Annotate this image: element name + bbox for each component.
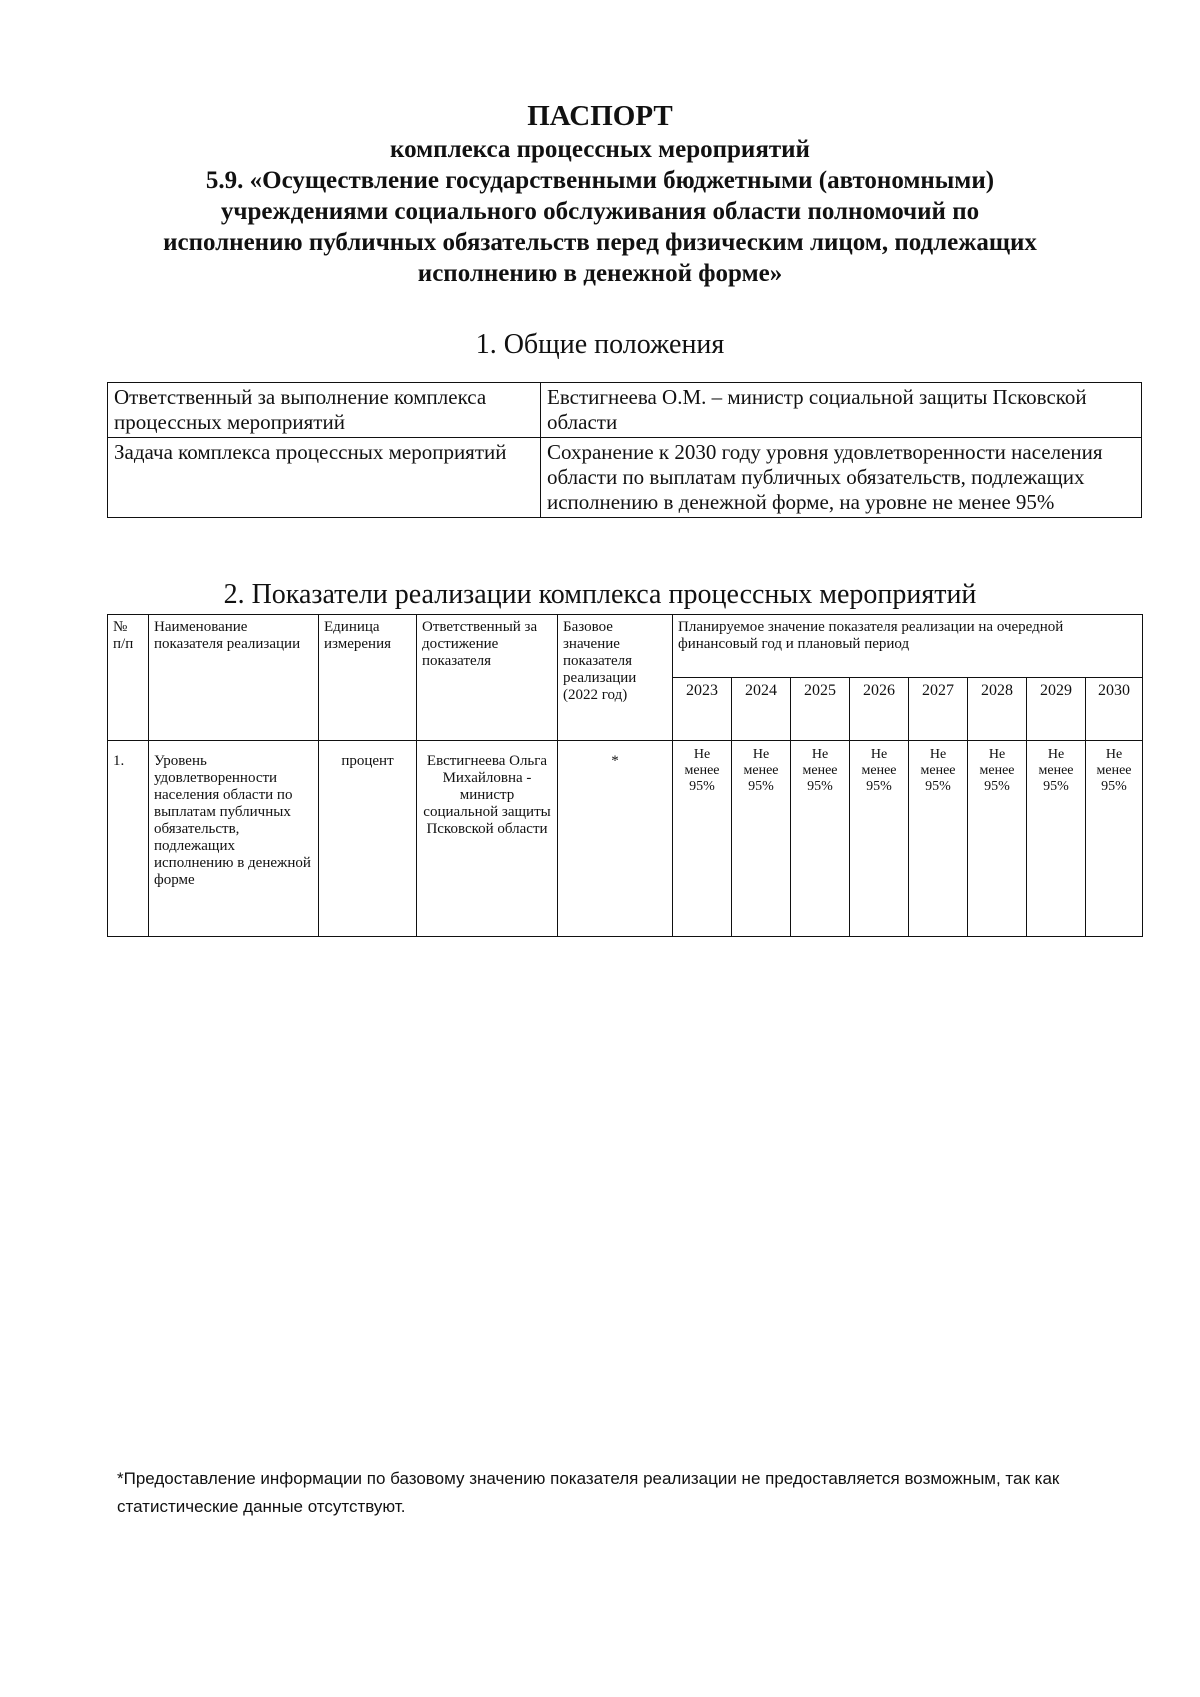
title-line: исполнению публичных обязательств перед физическим лицом, подлежащих: [163, 229, 1037, 256]
table-row: [108, 438, 1142, 518]
row-value: Не менее 95%: [673, 741, 732, 937]
row-unit: процент: [319, 741, 417, 937]
year-header: 2024: [732, 678, 791, 741]
row-key: Задача комплекса процессных мероприятий: [108, 438, 541, 518]
header-name: Наименование показателя реализации: [149, 615, 319, 741]
year-header: 2025: [791, 678, 850, 741]
row-value: Не менее 95%: [909, 741, 968, 937]
row-value: Не менее 95%: [791, 741, 850, 937]
row-value: Не менее 95%: [850, 741, 909, 937]
year-header: 2027: [909, 678, 968, 741]
title-line: исполнению в денежной форме»: [417, 260, 783, 287]
section-2-heading: 2. Показатели реализации комплекса процессных мероприятий: [223, 579, 977, 610]
document-title: [100, 98, 1100, 289]
header-row: [108, 615, 1143, 678]
title-line: 5.9. «Осуществление государственными бюджетными (автономными): [205, 167, 995, 194]
row-name: Уровень удовлетворенности населения области по выплатам публичных обязательств, подлежащих исполнению в денежной форме: [149, 741, 319, 937]
section-1-heading: 1. Общие положения: [475, 329, 725, 360]
row-value: Не менее 95%: [1086, 741, 1143, 937]
header-responsible: Ответственный за достижение показателя: [417, 615, 558, 741]
title-main: ПАСПОРТ: [527, 100, 673, 132]
header-num: № п/п: [108, 615, 149, 741]
row-key: Ответственный за выполнение комплекса процессных мероприятий: [108, 383, 541, 438]
title-line: комплекса процессных мероприятий: [390, 136, 810, 163]
header-planned: Планируемое значение показателя реализации на очередной финансовый год и плановый период: [673, 615, 1143, 678]
row-num: 1.: [108, 741, 149, 937]
row-value: Не менее 95%: [1027, 741, 1086, 937]
year-header: 2029: [1027, 678, 1086, 741]
indicators-table: [107, 614, 1143, 937]
table-row: [108, 741, 1143, 937]
year-header: 2028: [968, 678, 1027, 741]
row-responsible: Евстигнеева Ольга Михайловна - министр социальной защиты Псковской области: [417, 741, 558, 937]
row-base: *: [558, 741, 673, 937]
header-base: Базовое значение показателя реализации (2022 год): [558, 615, 673, 741]
year-header: 2030: [1086, 678, 1143, 741]
row-value: Не менее 95%: [732, 741, 791, 937]
year-header: 2023: [673, 678, 732, 741]
table-row: [108, 383, 1142, 438]
row-value: Не менее 95%: [968, 741, 1027, 937]
row-value: Сохранение к 2030 году уровня удовлетворенности населения области по выплатам публичных обязательств, подлежащих исполнению в денежной форме, на уровне не менее 95%: [541, 438, 1142, 518]
header-unit: Единица измерения: [319, 615, 417, 741]
year-header: 2026: [850, 678, 909, 741]
title-line: учреждениями социального обслуживания области полномочий по: [220, 198, 980, 225]
general-provisions-table: [107, 382, 1142, 518]
footnote: *Предоставление информации по базовому значению показателя реализации не предоставляется возможным, так как статистические данные отсутствуют.: [117, 1469, 1060, 1516]
row-value: Евстигнеева О.М. – министр социальной защиты Псковской области: [541, 383, 1142, 438]
